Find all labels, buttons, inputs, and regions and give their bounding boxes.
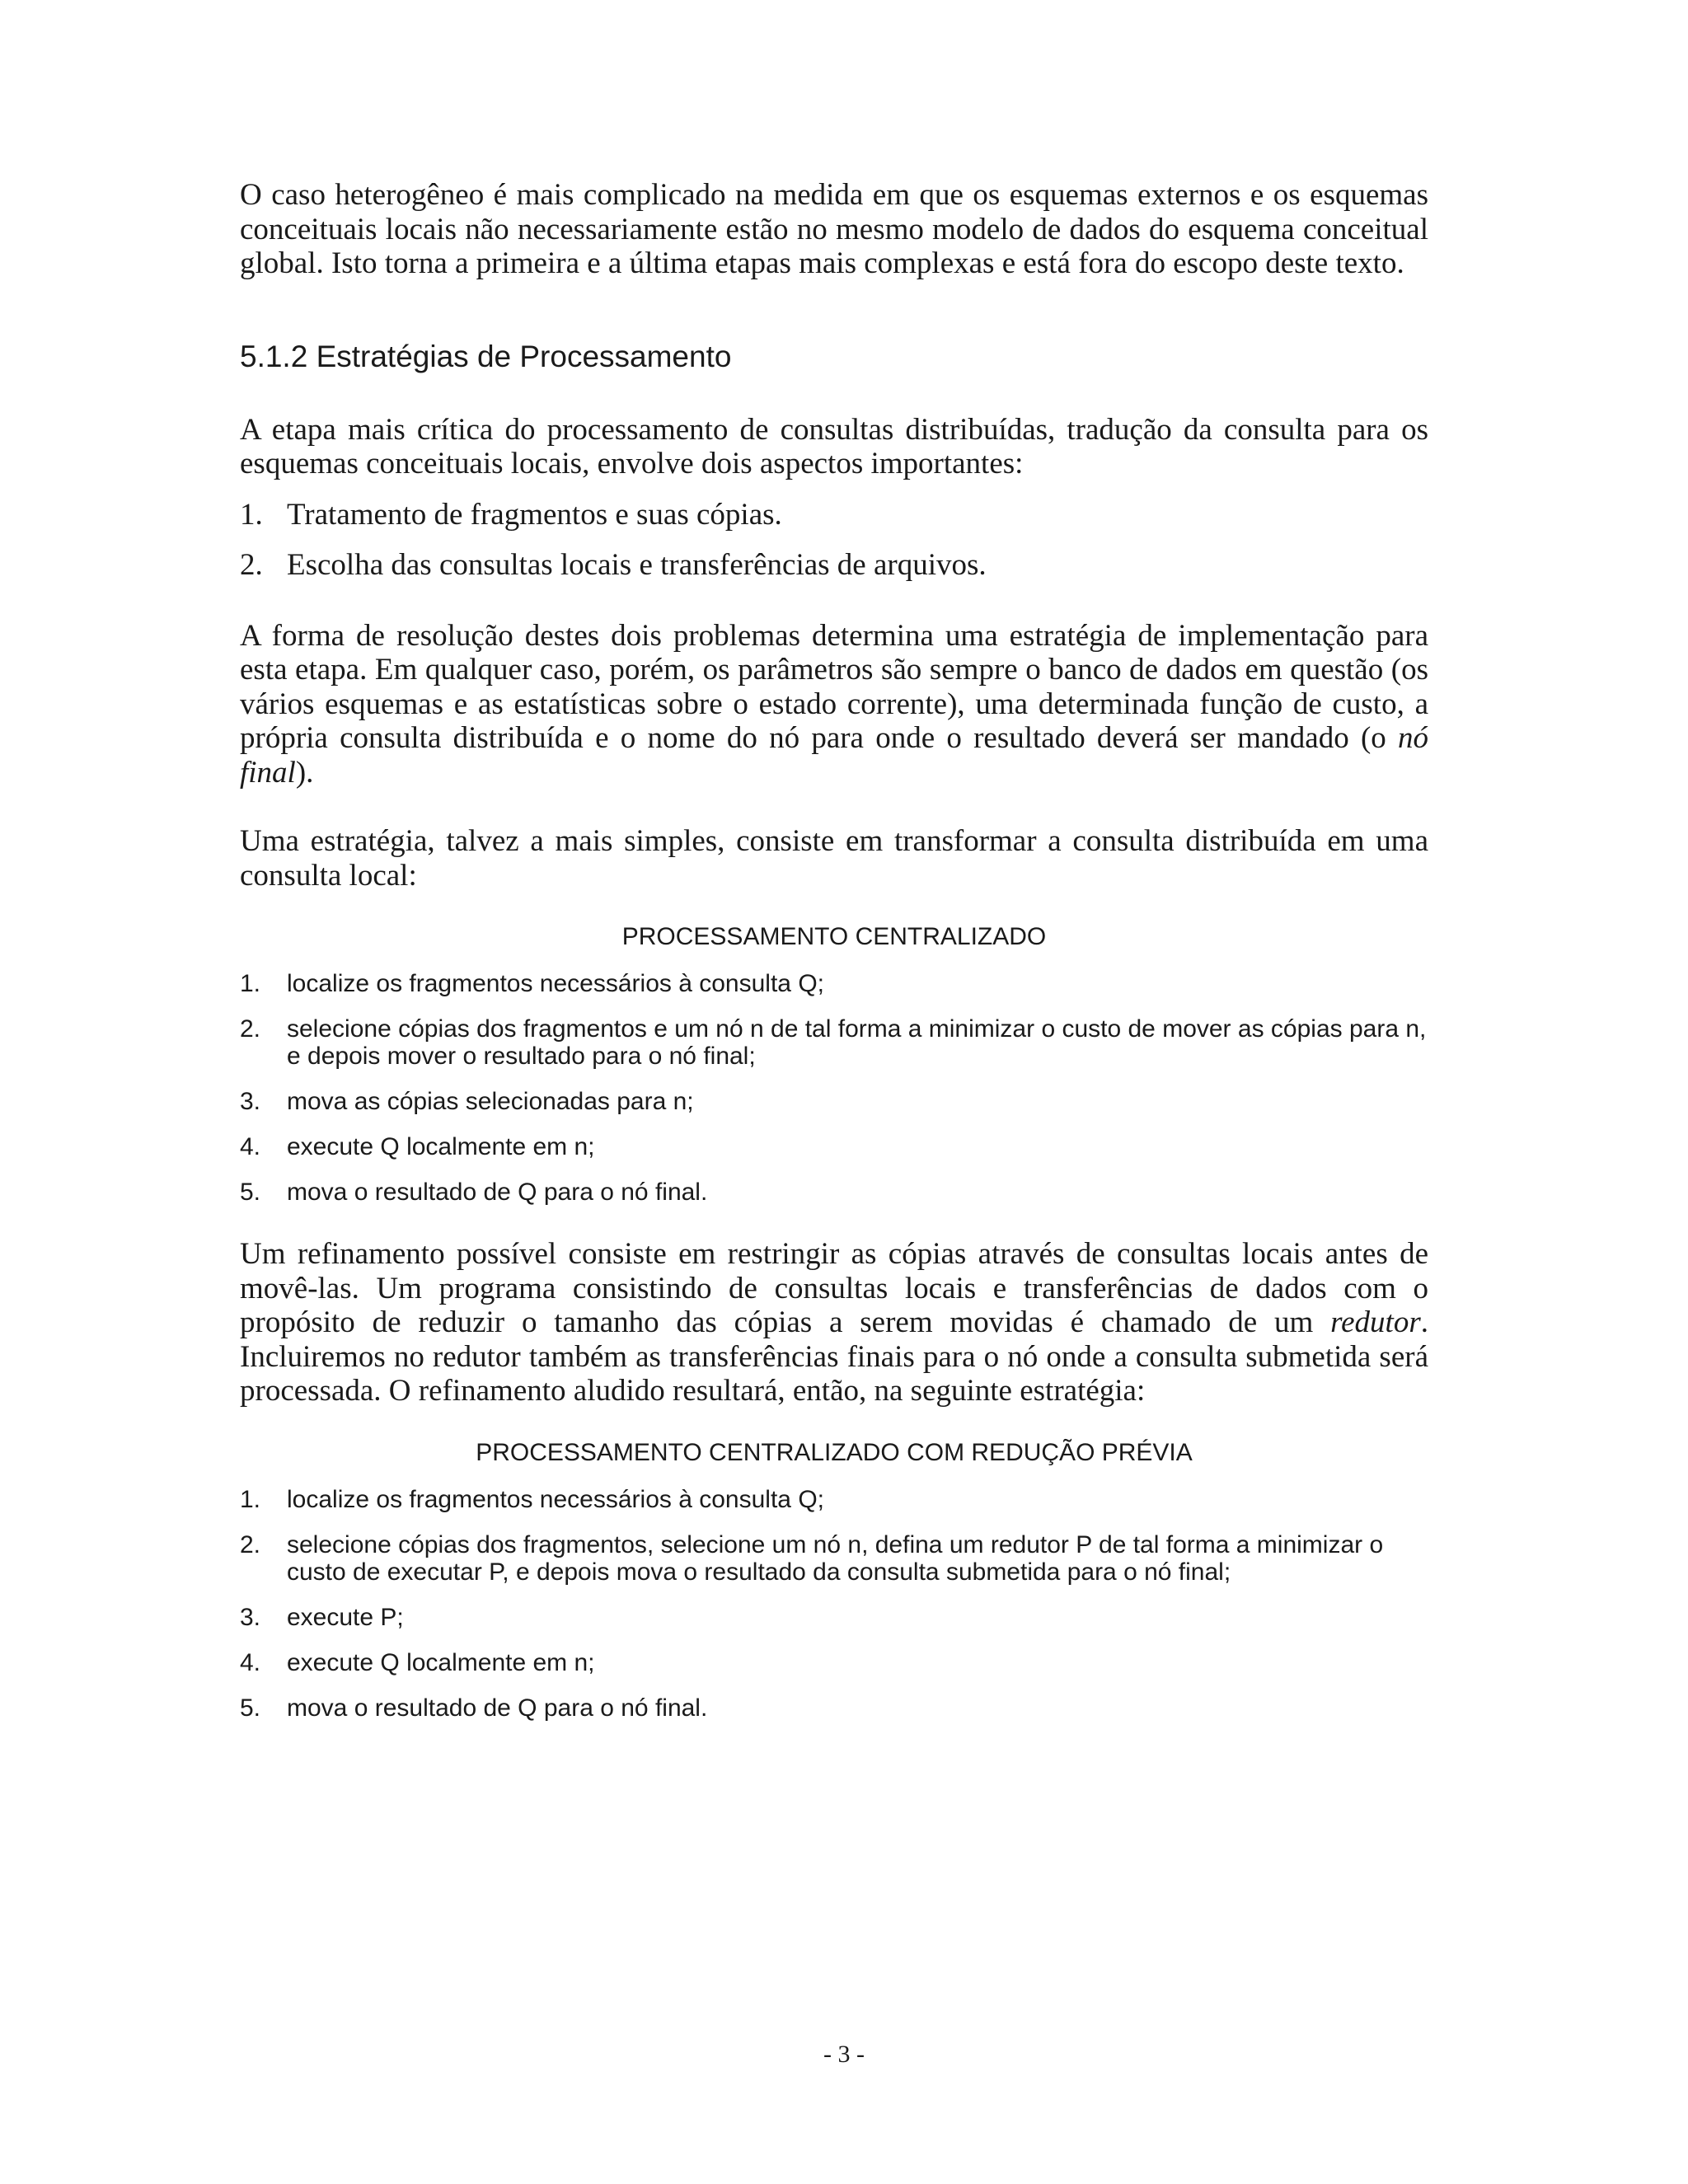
list-item-number: 1.: [240, 970, 261, 997]
list-item-number: 5.: [240, 1694, 261, 1722]
list-item-text: Tratamento de fragmentos e suas cópias.: [287, 497, 782, 532]
algorithm-title: PROCESSAMENTO CENTRALIZADO COM REDUÇÃO PRÉVIA: [476, 1438, 1193, 1466]
list-item-text: localize os fragmentos necessários à consulta Q;: [287, 1485, 824, 1513]
list-item-number: 5.: [240, 1179, 261, 1206]
list-item-text: selecione cópias dos fragmentos, selecione um nó n, defina um redutor P de tal forma a minimizar o custo de executar P, e depois mova o resultado da consulta submetida para o nó final;: [287, 1530, 1384, 1586]
algorithm-steps: [240, 1486, 1428, 1722]
section-heading: 5.1.2 Estratégias de Processamento: [240, 339, 732, 373]
paragraph-text: A forma de resolução destes dois problemas determina uma estratégia de implementação para esta etapa. Em qualquer caso, porém, os parâmetros são sempre o banco de dados em questão (os vários esquemas e as estatísticas sobre o estado corrente), uma determinada função de custo, a própria consulta distribuída e o nome do nó para onde o resultado deverá ser mandado (o: [240, 618, 1428, 755]
list-item-number: 2.: [240, 1015, 261, 1043]
paragraph-text-end: . Incluiremos no redutor também as transferências finais para o nó onde a consulta submetida será processada. O refinamento aludido resultará, então, na seguinte estratégia:: [240, 1305, 1428, 1408]
paragraph-text-end: ).: [295, 755, 314, 790]
list-item-text: mova o resultado de Q para o nó final.: [287, 1694, 708, 1722]
paragraph-resolution-strategy: [240, 619, 1428, 790]
list-item-text: mova as cópias selecionadas para n;: [287, 1088, 694, 1115]
list-item-number: 2.: [240, 548, 263, 582]
paragraph-refinement: [240, 1237, 1428, 1408]
list-item: [240, 1694, 1428, 1722]
list-item-text: execute Q localmente em n;: [287, 1648, 595, 1676]
list-item-number: 2.: [240, 1530, 261, 1558]
list-item-number: 1.: [240, 497, 263, 532]
list-item-text: execute P;: [287, 1603, 404, 1631]
list-item-number: 4.: [240, 1648, 261, 1676]
list-item-number: 1.: [240, 1485, 261, 1513]
paragraph-heterogeneous-case: O caso heterogêneo é mais complicado na medida em que os esquemas externos e os esquemas conceituais locais não necessariamente estão no mesmo modelo de dados do esquema conceitual global. Isto torna a primeira e a última etapas mais complexas e está fora do escopo deste texto.: [240, 178, 1428, 280]
paragraph-text: Um refinamento possível consiste em restringir as cópias através de consultas locais antes de movê-las. Um programa consistindo de consultas locais e transferências de dados com o propósito de reduzir o tamanho das cópias a serem movidas é chamado de um: [240, 1237, 1428, 1339]
list-item: [240, 1486, 1428, 1513]
list-item-text: selecione cópias dos fragmentos e um nó n de tal forma a minimizar o custo de mover as cópias para n, e depois mover o resultado para o nó final;: [287, 1015, 1427, 1070]
document-page: [240, 178, 1428, 1722]
list-item-text: mova o resultado de Q para o nó final.: [287, 1179, 708, 1206]
list-item-text: execute Q localmente em n;: [287, 1133, 595, 1160]
list-item: [240, 1015, 1428, 1070]
italic-term: nó final: [240, 721, 1428, 790]
italic-term: redutor: [1330, 1305, 1421, 1339]
paragraph-simple-strategy: Uma estratégia, talvez a mais simples, consiste em transformar a consulta distribuída em uma consulta local:: [240, 824, 1428, 893]
aspects-list: [240, 498, 1428, 583]
paragraph-critical-step: A etapa mais crítica do processamento de consultas distribuídas, tradução da consulta para os esquemas conceituais locais, envolve dois aspectos importantes:: [240, 412, 1428, 480]
list-item-number: 4.: [240, 1133, 261, 1160]
page-number: - 3 -: [823, 2041, 865, 2068]
list-item: [240, 1649, 1428, 1676]
algorithm-steps: [240, 970, 1428, 1206]
list-item-text: localize os fragmentos necessários à consulta Q;: [287, 970, 824, 997]
list-item: [240, 548, 1428, 583]
list-item: [240, 1531, 1428, 1586]
list-item-number: 3.: [240, 1088, 261, 1115]
list-item: [240, 498, 1428, 532]
algorithm-title: PROCESSAMENTO CENTRALIZADO: [621, 923, 1047, 950]
list-item: [240, 970, 1428, 997]
list-item: [240, 1179, 1428, 1206]
list-item-number: 3.: [240, 1603, 261, 1631]
list-item: [240, 1604, 1428, 1631]
list-item: [240, 1133, 1428, 1160]
list-item-text: Escolha das consultas locais e transferências de arquivos.: [287, 548, 987, 582]
list-item: [240, 1088, 1428, 1115]
